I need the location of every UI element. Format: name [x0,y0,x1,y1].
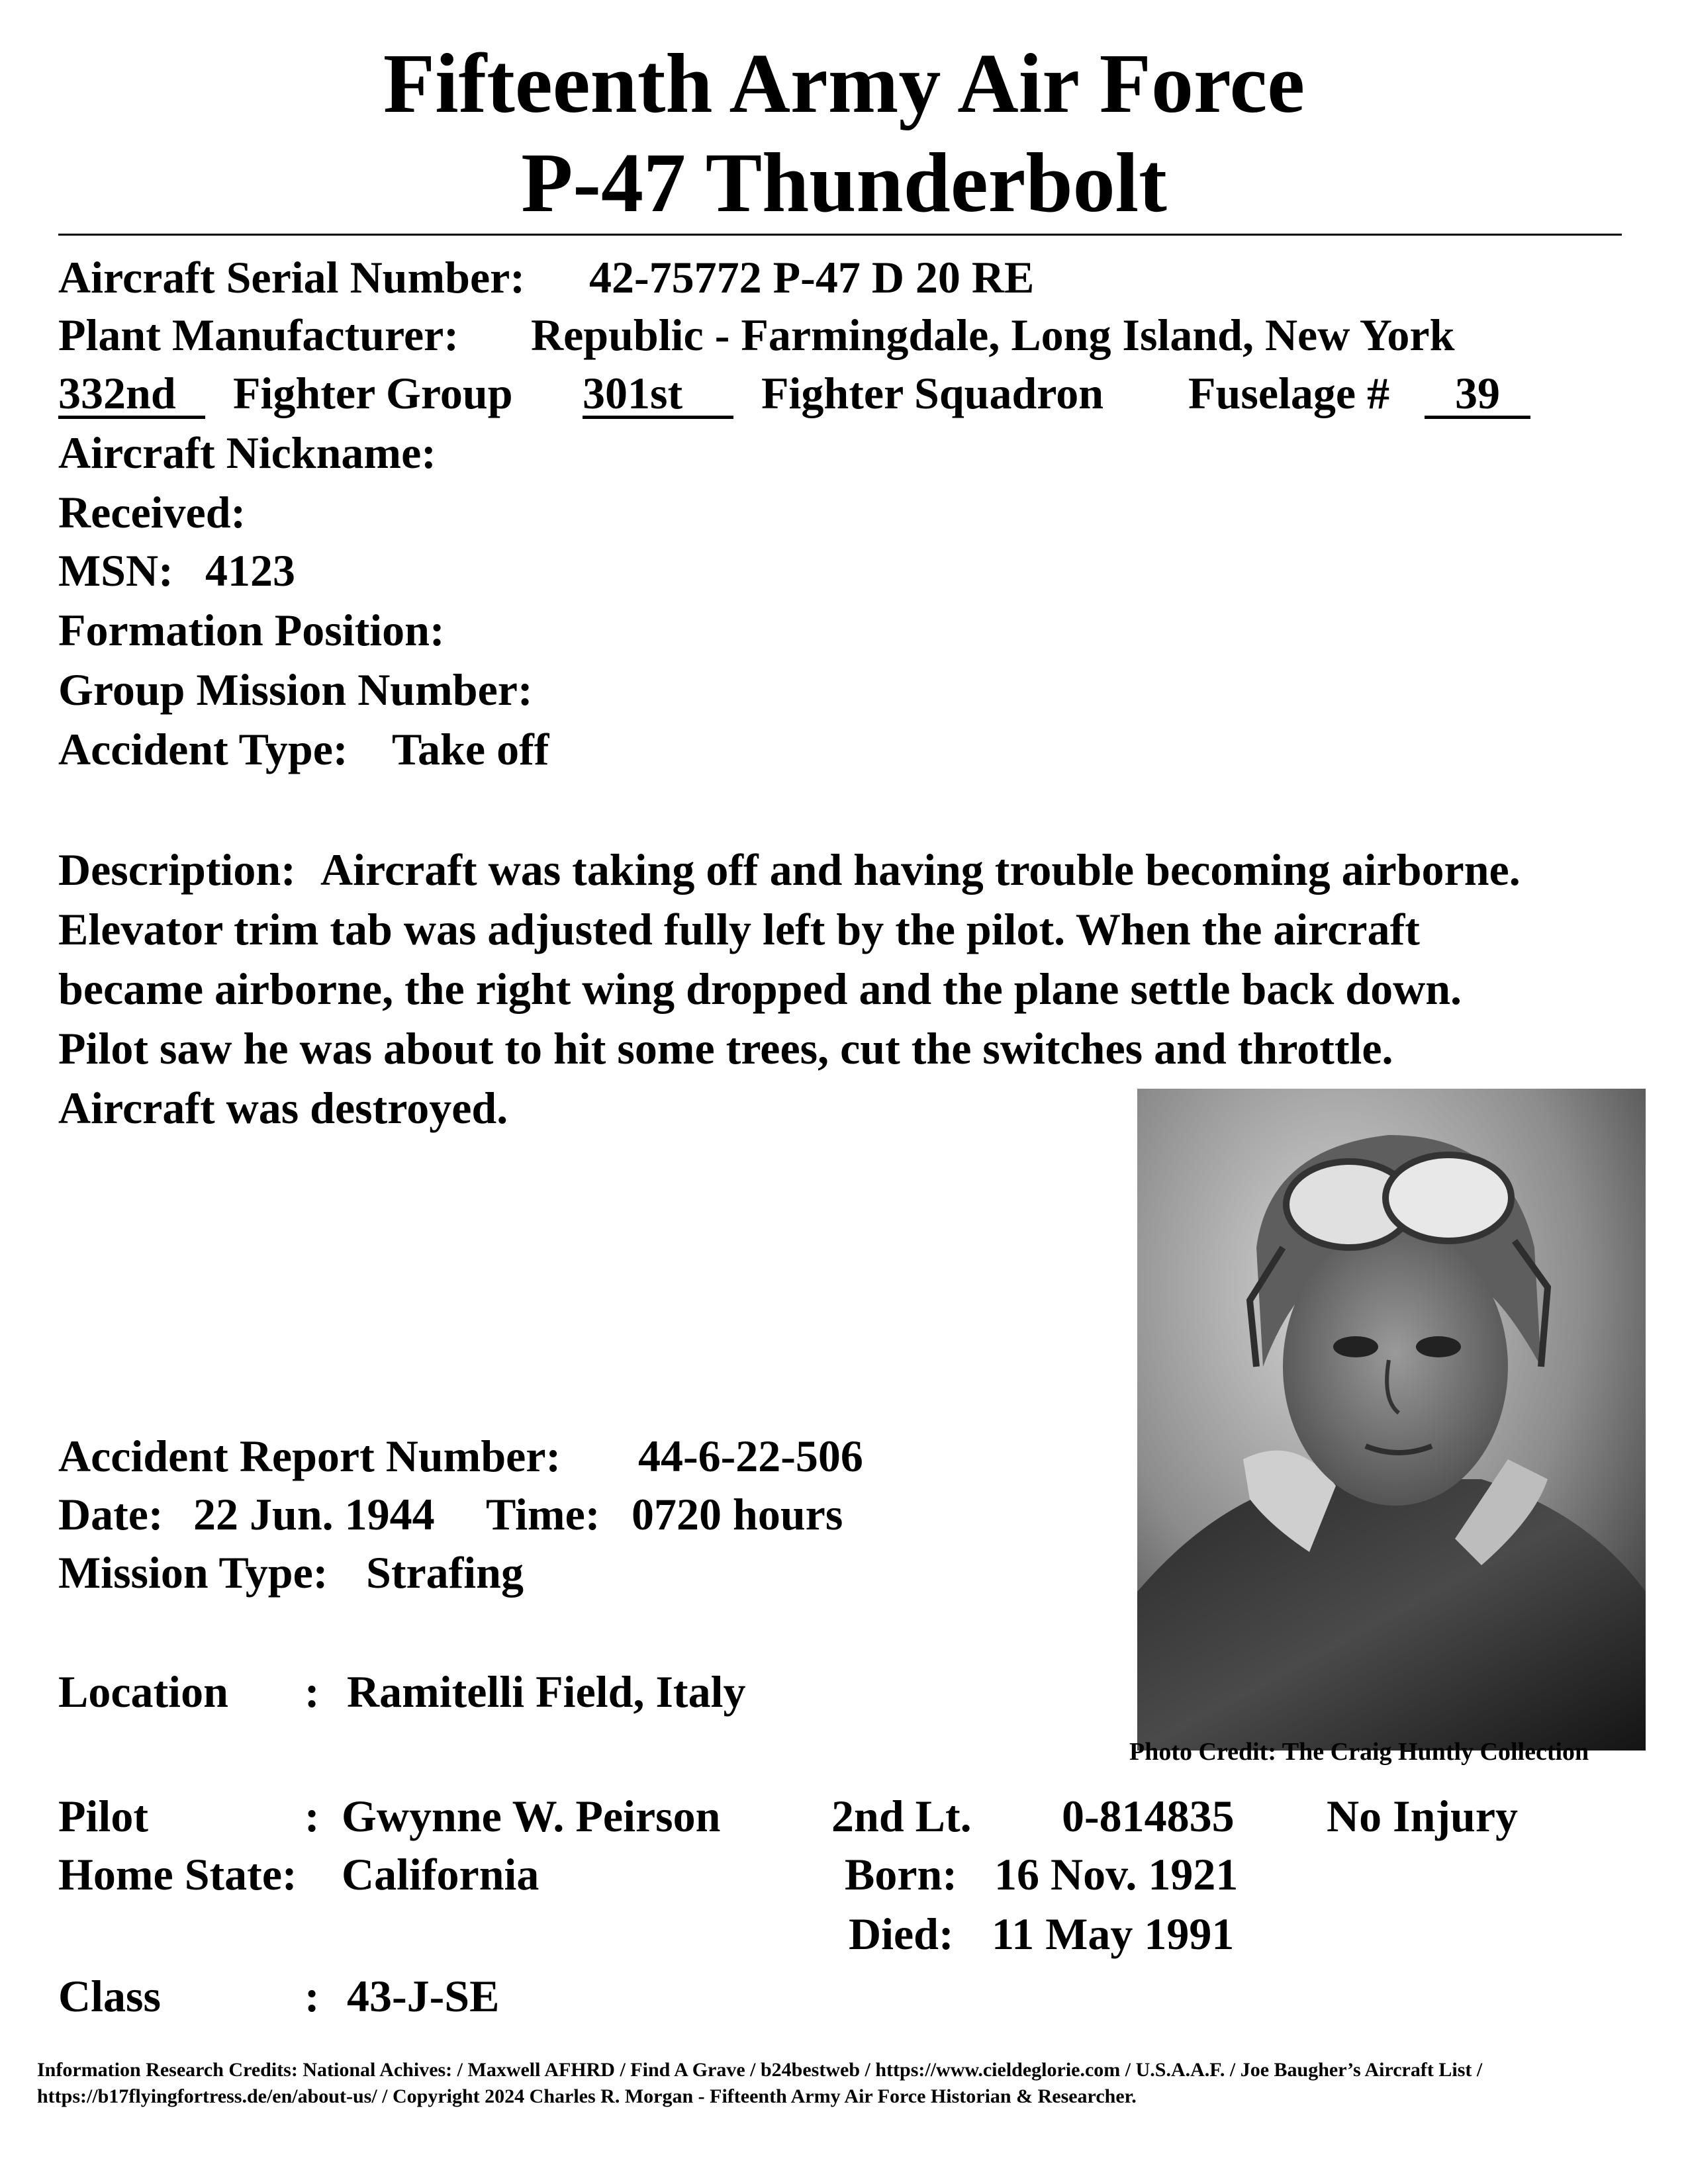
home-state-label: Home State: [58,1849,297,1899]
plant-label: Plant Manufacturer: [58,310,459,360]
nickname-label: Aircraft Nickname: [58,428,436,478]
pilot-serial: 0-814835 [1062,1791,1235,1841]
serial-label: Aircraft Serial Number: [58,252,525,302]
formation-label: Formation Position: [58,605,445,655]
description-line-1: Aircraft was taking off and having trouble becoming airborne. [320,844,1521,895]
pilot-label: Pilot [58,1791,148,1841]
fuselage-value: 39 [1425,371,1530,419]
class-separator: : [305,1971,320,2021]
pilot-status: No Injury [1327,1791,1519,1841]
date-value: 22 Jun. 1944 [193,1489,435,1539]
group-label: Fighter Group [233,368,513,418]
accident-type-value: Take off [392,724,549,774]
serial-value: 42-75772 P-47 D 20 RE [589,252,1035,302]
pilot-photo [1137,1089,1646,1751]
group-mission-label: Group Mission Number: [58,664,533,715]
received-label: Received: [58,487,246,537]
fuselage-label: Fuselage # [1188,368,1390,418]
page-subtitle: P-47 Thunderbolt [521,136,1167,230]
pilot-name: Gwynne W. Peirson [342,1791,721,1841]
report-number-label: Accident Report Number: [58,1431,561,1481]
mission-type-value: Strafing [366,1547,524,1598]
msn-label: MSN: [58,545,173,596]
description-label: Description: [58,844,296,895]
date-label: Date: [58,1489,164,1539]
born-label: Born: [845,1849,957,1899]
footer-credits-line-1: Information Research Credits: National Achives: / Maxwell AFHRD / Find A Grave / b24bestweb / https://www.cieldeglorie.com / U.S.A.A.F. / Joe Baugher’s Aircraft List / [37,2059,1483,2081]
pilot-rank: 2nd Lt. [831,1791,972,1841]
title-divider [58,234,1622,236]
page-title: Fifteenth Army Air Force [383,36,1305,130]
home-state-value: California [342,1849,539,1899]
time-value: 0720 hours [632,1489,843,1539]
location-separator: : [305,1666,320,1717]
died-value: 11 May 1991 [992,1909,1235,1959]
description-line-5: Aircraft was destroyed. [58,1083,508,1133]
class-value: 43-J-SE [347,1971,500,2021]
photo-credit: Photo Credit: The Craig Huntly Collection [1129,1738,1589,1766]
mission-type-label: Mission Type: [58,1547,328,1598]
location-value: Ramitelli Field, Italy [347,1666,746,1717]
class-label: Class [58,1971,161,2021]
time-label: Time: [486,1489,600,1539]
accident-type-label: Accident Type: [58,724,348,774]
squadron-value: 301st [583,371,733,419]
squadron-label: Fighter Squadron [761,368,1104,418]
died-label: Died: [849,1909,954,1959]
plant-value: Republic - Farmingdale, Long Island, New York [531,310,1455,360]
born-value: 16 Nov. 1921 [994,1849,1239,1899]
description-line-2: Elevator trim tab was adjusted fully left by the pilot. When the aircraft [58,904,1420,954]
msn-value: 4123 [205,545,295,596]
pilot-separator: : [305,1791,320,1841]
group-value: 332nd [58,371,205,419]
location-label: Location [58,1666,228,1717]
description-line-3: became airborne, the right wing dropped and the plane settle back down. [58,964,1462,1014]
report-number-value: 44-6-22-506 [638,1431,863,1481]
description-line-4: Pilot saw he was about to hit some trees, cut the switches and throttle. [58,1023,1393,1073]
footer-credits-line-2: https://b17flyingfortress.de/en/about-us/ / Copyright 2024 Charles R. Morgan - Fifteenth Army Air Force Historian & Researcher. [37,2085,1137,2107]
